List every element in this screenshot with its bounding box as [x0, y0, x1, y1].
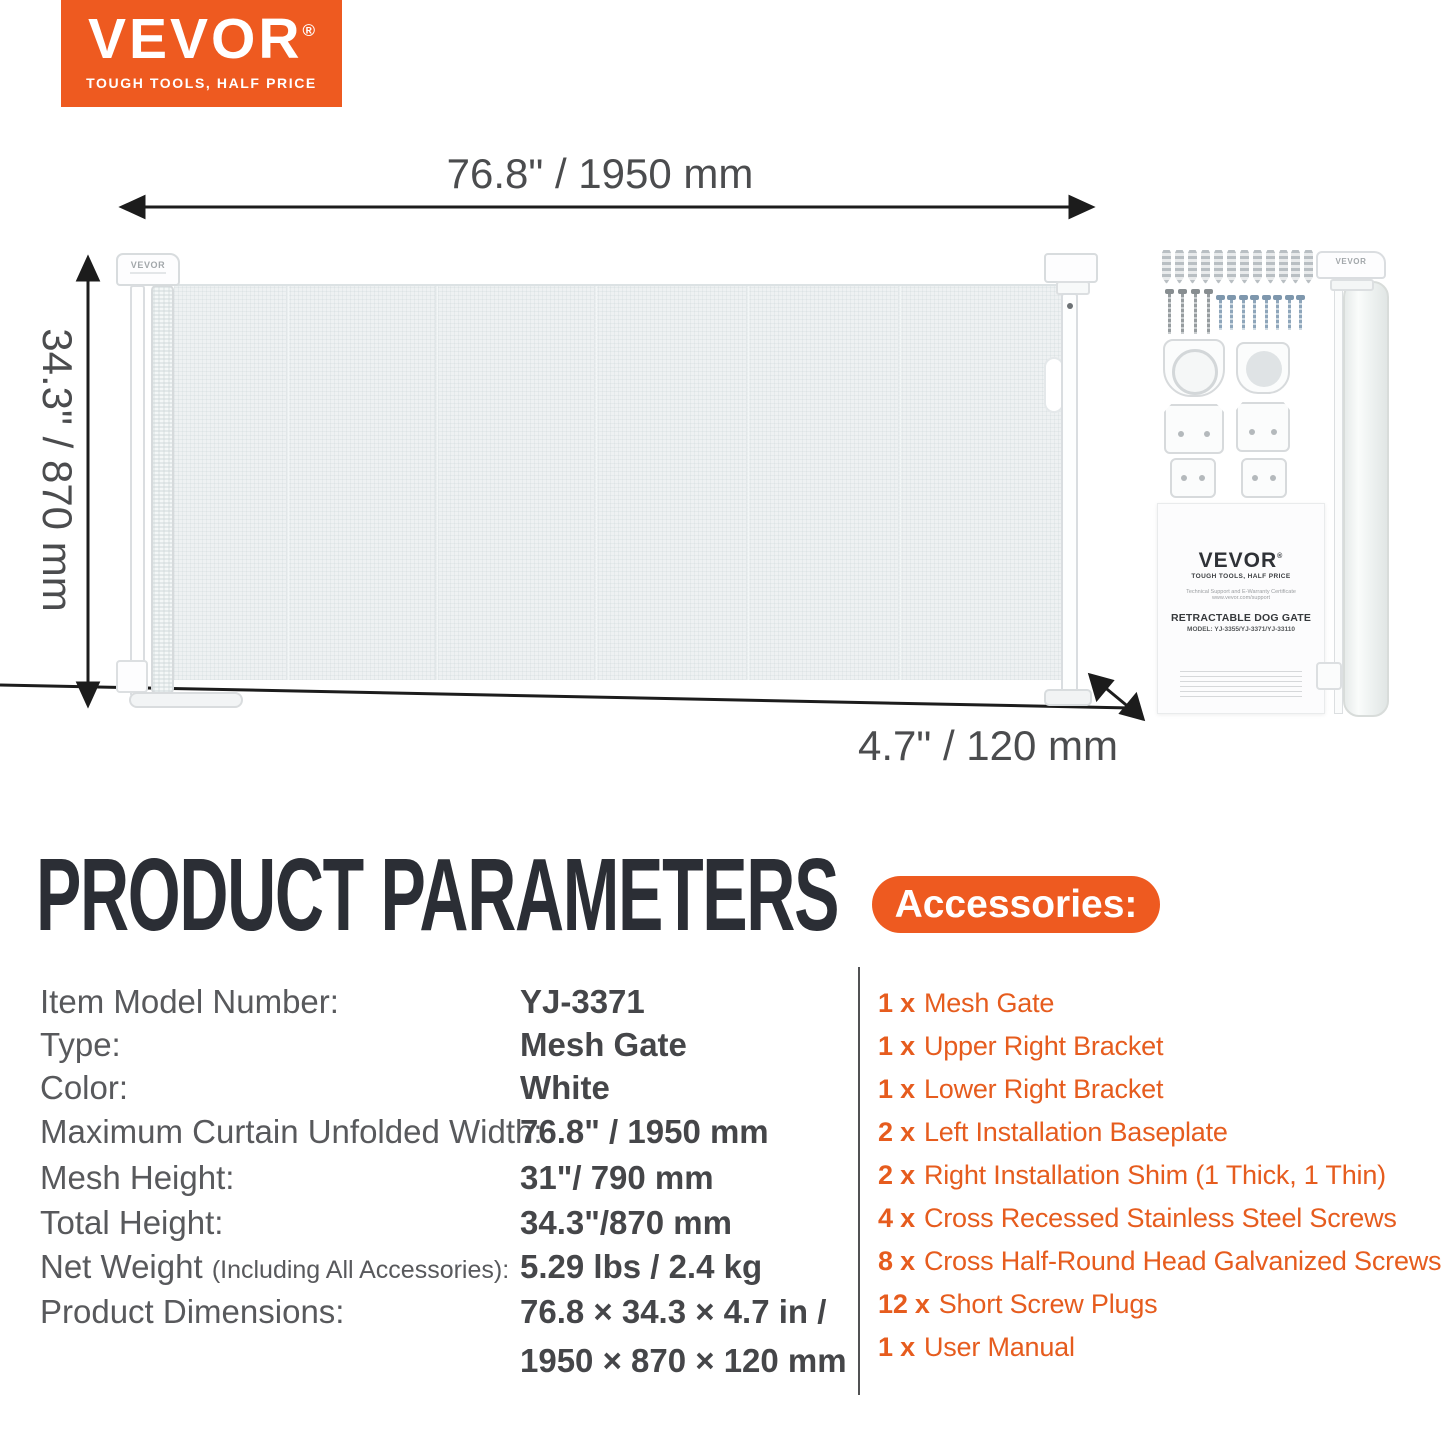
- accessory-item: [878, 1117, 1228, 1148]
- param-value: 5.29 lbs / 2.4 kg: [520, 1248, 763, 1285]
- param-value: 34.3"/870 mm: [520, 1204, 732, 1241]
- mesh-fold-line: [746, 286, 749, 680]
- param-row: [40, 1069, 855, 1107]
- accessory-item: [878, 1332, 1075, 1363]
- accessory-item: [878, 1246, 1441, 1277]
- screw-plug: [1162, 250, 1171, 284]
- gate-cap-brand-text: VEVOR: [130, 260, 166, 270]
- param-label: Color:: [40, 1069, 129, 1106]
- param-label: Total Height:: [40, 1204, 224, 1241]
- rolled-gate-pole: [1334, 282, 1343, 714]
- param-value: 76.8 × 34.3 × 4.7 in / 1950 × 870 × 120 mm: [520, 1293, 847, 1379]
- rolled-gate-brand-text: VEVOR: [1335, 257, 1367, 266]
- gate-mesh-panel: [174, 284, 1062, 680]
- rolled-gate-cap-ledge: [1330, 279, 1374, 291]
- depth-dimension-label: 4.7" / 120 mm: [857, 722, 1119, 769]
- manual-registered-mark: ®: [1277, 553, 1284, 560]
- param-value: White: [520, 1069, 610, 1106]
- width-dimension-label: 76.8" / 1950 mm: [446, 150, 754, 197]
- screw-plug: [1188, 250, 1197, 284]
- manual-support-line: Technical Support and E-Warranty Certificate www.vevor.com/support: [1186, 589, 1296, 601]
- logo-tagline: TOUGH TOOLS, HALF PRICE: [86, 75, 317, 91]
- gate-left-roll-post: [151, 285, 174, 694]
- param-row: [40, 1113, 855, 1151]
- stainless-screw: [1194, 294, 1197, 334]
- manual-title: RETRACTABLE DOG GATE: [1170, 612, 1312, 624]
- accessory-item: [878, 1074, 1163, 1105]
- upper-right-bracket: [1163, 339, 1225, 397]
- gate-left-cap: [116, 253, 180, 286]
- accessory-qty: 1 x: [878, 1074, 915, 1104]
- stainless-screw: [1168, 294, 1171, 334]
- param-value-line2: 1950 × 870 × 120 mm: [520, 1342, 847, 1379]
- gate-left-bottom-bracket: [116, 660, 148, 693]
- gate-left-foot: [129, 692, 243, 708]
- param-row: [40, 1159, 855, 1197]
- gate-pole-screw: [1067, 303, 1073, 309]
- installation-baseplate: [1164, 404, 1224, 454]
- accessory-qty: 1 x: [878, 1031, 915, 1061]
- accessory-name: Right Installation Shim (1 Thick, 1 Thin): [923, 1160, 1386, 1190]
- accessory-name: Left Installation Baseplate: [923, 1117, 1228, 1147]
- param-label: Maximum Curtain Unfolded Width:: [40, 1113, 543, 1150]
- param-label: Mesh Height:: [40, 1159, 235, 1196]
- galvanized-screw: [1230, 300, 1233, 330]
- height-dimension-label: 34.3" / 870 mm: [34, 328, 81, 612]
- rolled-gate-foot: [1316, 662, 1342, 690]
- accessory-name: Mesh Gate: [923, 988, 1055, 1018]
- param-row: [40, 1204, 855, 1242]
- accessory-qty: 4 x: [878, 1203, 915, 1233]
- galvanized-screw: [1265, 300, 1268, 330]
- param-row: [40, 1026, 855, 1064]
- accessory-qty: 12 x: [878, 1289, 930, 1319]
- stainless-screw: [1207, 294, 1210, 334]
- galvanized-screw: [1299, 300, 1302, 330]
- manual-brand-text: VEVOR®: [1198, 549, 1284, 572]
- page-title: PRODUCT PARAMETERS: [36, 837, 839, 952]
- param-label: Item Model Number:: [40, 983, 339, 1020]
- manual-model-line: MODEL: YJ-3355/YJ-3371/YJ-33110: [1187, 626, 1295, 633]
- accessory-item: [878, 1203, 1397, 1234]
- param-value: 76.8" / 1950 mm: [520, 1113, 769, 1150]
- param-row: [40, 1293, 855, 1379]
- screw-plug: [1175, 250, 1184, 284]
- accessory-qty: 1 x: [878, 1332, 915, 1362]
- param-label: Net Weight: [40, 1248, 212, 1285]
- rolled-gate-cap: [1316, 251, 1386, 279]
- mesh-fold-line: [435, 286, 438, 680]
- gate-right-foot: [1044, 689, 1092, 706]
- accessory-qty: 2 x: [878, 1117, 915, 1147]
- manual-fine-print: [1180, 671, 1302, 697]
- mesh-fold-line: [594, 286, 597, 680]
- param-row: [40, 1248, 855, 1286]
- galvanized-screw: [1288, 300, 1291, 330]
- gate-right-pole: [1061, 293, 1078, 700]
- param-value: 31"/ 790 mm: [520, 1159, 714, 1196]
- param-label: Product Dimensions:: [40, 1293, 345, 1330]
- section-divider: [858, 967, 860, 1395]
- installation-shim: [1170, 458, 1216, 498]
- accessory-name: Lower Right Bracket: [923, 1074, 1164, 1104]
- screw-plug: [1214, 250, 1223, 284]
- mesh-fold-line: [898, 286, 901, 680]
- accessory-item: [878, 988, 1054, 1019]
- manual-tagline: TOUGH TOOLS, HALF PRICE: [1191, 573, 1291, 580]
- installation-shim: [1241, 458, 1287, 498]
- screw-plug: [1279, 250, 1288, 284]
- accessory-qty: 1 x: [878, 988, 915, 1018]
- accessory-item: [878, 1031, 1163, 1062]
- screw-plug: [1253, 250, 1262, 284]
- accessory-item: [878, 1289, 1157, 1320]
- mesh-fold-line: [286, 286, 289, 680]
- logo-brand-text: VEVOR®: [87, 7, 316, 71]
- screw-plug: [1240, 250, 1249, 284]
- accessory-qty: 8 x: [878, 1246, 915, 1276]
- screw-plug: [1304, 250, 1313, 284]
- screw-plug: [1291, 250, 1300, 284]
- accessory-qty: 2 x: [878, 1160, 915, 1190]
- galvanized-screw: [1253, 300, 1256, 330]
- accessory-name: User Manual: [923, 1332, 1075, 1362]
- user-manual: [1157, 503, 1325, 714]
- accessory-name: Cross Half-Round Head Galvanized Screws: [923, 1246, 1442, 1276]
- accessory-name: Upper Right Bracket: [923, 1031, 1164, 1061]
- screw-plug: [1201, 250, 1210, 284]
- gate-right-top-bracket: [1044, 253, 1098, 283]
- vevor-logo: [61, 0, 342, 107]
- stainless-screw: [1181, 294, 1184, 334]
- rolled-gate-cylinder: [1343, 281, 1389, 717]
- registered-mark: ®: [302, 21, 316, 40]
- param-value: Mesh Gate: [520, 1026, 687, 1063]
- installation-baseplate: [1236, 402, 1290, 452]
- accessory-name: Short Screw Plugs: [938, 1289, 1158, 1319]
- screw-plug: [1227, 250, 1236, 284]
- galvanized-screw: [1276, 300, 1279, 330]
- param-label-note: (Including All Accessories):: [211, 1256, 510, 1284]
- accessories-badge: Accessories:: [872, 876, 1160, 933]
- screw-plug: [1266, 250, 1275, 284]
- param-label: Type:: [40, 1026, 121, 1063]
- accessory-item: [878, 1160, 1386, 1191]
- gate-cap-detail: [130, 272, 166, 274]
- param-row: [40, 983, 855, 1021]
- gate-left-mount-pole: [130, 285, 145, 697]
- galvanized-screw: [1242, 300, 1245, 330]
- param-value: YJ-3371: [520, 983, 645, 1020]
- galvanized-screw: [1219, 300, 1222, 330]
- accessory-name: Cross Recessed Stainless Steel Screws: [923, 1203, 1397, 1233]
- lower-right-bracket: [1236, 342, 1290, 394]
